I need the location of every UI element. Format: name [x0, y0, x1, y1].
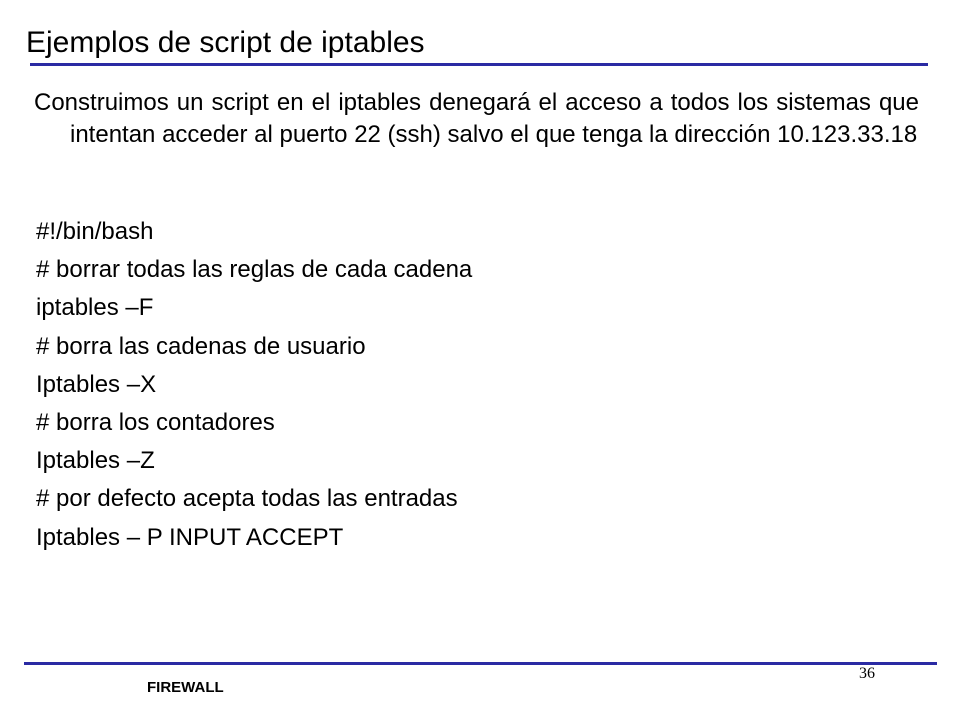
script-line: # por defecto acepta todas las entradas — [36, 485, 458, 513]
script-line: # borra los contadores — [36, 409, 275, 437]
page-number: 36 — [859, 665, 875, 682]
intro-paragraph: Construimos un script en el iptables denegará el acceso a todos los sistemas que intentan acceder al puerto 22 (ssh) salvo el que tenga la dirección 10.123.33.18 — [34, 89, 919, 148]
script-line: Iptables –X — [36, 370, 157, 398]
title-divider — [30, 63, 928, 66]
footer-divider — [24, 662, 937, 665]
script-code-list — [36, 213, 472, 557]
script-line: # borrar todas las reglas de cada cadena — [36, 256, 473, 284]
script-line: Iptables – P INPUT ACCEPT — [36, 523, 344, 551]
slide-title: Ejemplos de script de iptables — [26, 26, 425, 59]
script-line: Iptables –Z — [36, 447, 155, 475]
footer-label: FIREWALL — [147, 679, 224, 696]
script-line: iptables –F — [36, 294, 154, 322]
script-line: # borra las cadenas de usuario — [36, 332, 366, 360]
script-line: #!/bin/bash — [36, 218, 154, 245]
